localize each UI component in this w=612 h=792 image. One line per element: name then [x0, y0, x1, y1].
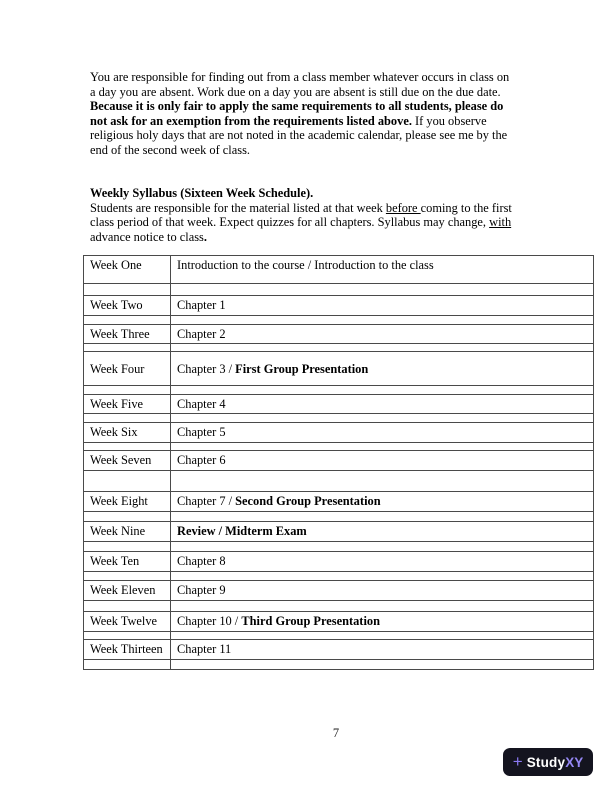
- empty-topic-cell: [171, 572, 594, 581]
- topic-cell: [171, 581, 594, 601]
- table-row-week-two: [84, 296, 594, 316]
- syllabus-underline-before: before: [385, 200, 421, 215]
- empty-week-cell: [84, 572, 171, 581]
- week-cell: Week Six: [84, 423, 171, 443]
- table-row-week-one: [84, 256, 594, 284]
- topic-text: Chapter 1: [177, 298, 226, 312]
- empty-week-cell: [84, 542, 171, 552]
- topic-text: Chapter 6: [177, 453, 226, 467]
- week-cell: Week One: [84, 256, 171, 284]
- logo-study-text: Study: [526, 754, 566, 770]
- empty-topic-cell: [171, 386, 594, 395]
- topic-text: Chapter 8: [177, 554, 226, 568]
- table-spacer-row: [84, 572, 594, 581]
- syllabus-intro-text: Students are responsible for the material listed at that week: [90, 200, 386, 215]
- table-row-week-four: [84, 352, 594, 386]
- table-row-week-six: [84, 423, 594, 443]
- week-cell: Week Eight: [84, 492, 171, 512]
- page-number: 7: [332, 726, 340, 740]
- table-spacer-row: [84, 443, 594, 451]
- empty-week-cell: [84, 512, 171, 522]
- table-row-week-ten: [84, 552, 594, 572]
- week-cell: Week Twelve: [84, 612, 171, 632]
- week-cell: Week Eleven: [84, 581, 171, 601]
- table-row-week-seven: [84, 451, 594, 471]
- empty-week-cell: [84, 601, 171, 612]
- absence-policy-tail-text: If you observe religious holy days that are not noted in the academic calendar, please see me by the end of the second week of class.: [90, 113, 508, 157]
- table-spacer-row: [84, 512, 594, 522]
- empty-week-cell: [84, 471, 171, 492]
- absence-policy-bold-text: Because it is only fair to apply the same requirements to all students, please do not ask for an exemption from the requirements listed above.: [90, 99, 504, 128]
- week-cell: Week Two: [84, 296, 171, 316]
- table-spacer-row: [84, 471, 594, 492]
- topic-text: Chapter 4: [177, 397, 226, 411]
- topic-cell: [171, 640, 594, 660]
- empty-topic-cell: [171, 542, 594, 552]
- empty-topic-cell: [171, 471, 594, 492]
- empty-topic-cell: [171, 316, 594, 325]
- empty-week-cell: [84, 660, 171, 670]
- topic-cell: [171, 552, 594, 572]
- table-spacer-row: [84, 414, 594, 423]
- empty-week-cell: [84, 316, 171, 325]
- syllabus-intro-paragraph: [90, 201, 520, 245]
- week-cell: Week Thirteen: [84, 640, 171, 660]
- topic-bold-text: Second Group Presentation: [235, 494, 381, 508]
- table-spacer-row: [84, 660, 594, 670]
- week-cell: Week Ten: [84, 552, 171, 572]
- topic-text: Chapter 5: [177, 425, 226, 439]
- absence-policy-text: You are responsible for finding out from a class member whatever occurs in class on a day you are absent. Work due on a day you are absent is still due on the due date.: [90, 70, 510, 99]
- topic-bold-text: First Group Presentation: [235, 361, 369, 376]
- topic-text: Introduction to the course / Introduction to the class: [177, 258, 434, 272]
- empty-week-cell: [84, 284, 171, 296]
- absence-policy-paragraph: [90, 70, 517, 158]
- empty-week-cell: [84, 414, 171, 423]
- empty-topic-cell: [171, 414, 594, 423]
- table-row-week-thirteen: [84, 640, 594, 660]
- table-spacer-row: [84, 632, 594, 640]
- table-spacer-row: [84, 344, 594, 352]
- empty-topic-cell: [171, 284, 594, 296]
- topic-text: Chapter 3 /: [177, 361, 236, 376]
- topic-text: Chapter 7 /: [177, 494, 236, 508]
- topic-cell: [171, 423, 594, 443]
- topic-cell: [171, 395, 594, 414]
- topic-cell: [171, 522, 594, 542]
- topic-bold-text: Review / Midterm Exam: [177, 524, 307, 538]
- topic-cell: [171, 492, 594, 512]
- topic-text: Chapter 2: [177, 327, 226, 341]
- empty-topic-cell: [171, 443, 594, 451]
- plus-icon: +: [512, 751, 523, 771]
- week-cell: Week Seven: [84, 451, 171, 471]
- empty-topic-cell: [171, 512, 594, 522]
- table-row-week-five: [84, 395, 594, 414]
- empty-topic-cell: [171, 601, 594, 612]
- topic-text: Chapter 9: [177, 583, 226, 597]
- weekly-schedule-table: [83, 255, 594, 670]
- topic-cell: [171, 256, 594, 284]
- studyxy-logo[interactable]: [503, 748, 593, 776]
- week-cell: Week Three: [84, 325, 171, 344]
- topic-text: Chapter 11: [177, 642, 232, 656]
- empty-week-cell: [84, 386, 171, 395]
- topic-cell: [171, 612, 594, 632]
- empty-week-cell: [84, 443, 171, 451]
- table-row-week-twelve: [84, 612, 594, 632]
- table-spacer-row: [84, 601, 594, 612]
- week-cell: Week Four: [84, 352, 171, 386]
- topic-cell: [171, 352, 594, 386]
- empty-topic-cell: [171, 660, 594, 670]
- empty-topic-cell: [171, 632, 594, 640]
- syllabus-underline-with: with: [489, 215, 512, 230]
- weekly-syllabus-section: [90, 186, 520, 244]
- empty-week-cell: [84, 632, 171, 640]
- topic-text: Chapter 10 /: [177, 614, 242, 628]
- topic-cell: [171, 325, 594, 344]
- syllabus-intro-period: .: [203, 229, 207, 244]
- table-spacer-row: [84, 316, 594, 325]
- table-row-week-three: [84, 325, 594, 344]
- table-spacer-row: [84, 386, 594, 395]
- table-row-week-eleven: [84, 581, 594, 601]
- table-spacer-row: [84, 542, 594, 552]
- topic-cell: [171, 296, 594, 316]
- weekly-syllabus-heading: Weekly Syllabus (Sixteen Week Schedule).: [90, 186, 314, 200]
- topic-cell: [171, 451, 594, 471]
- empty-week-cell: [84, 344, 171, 352]
- table-row-week-nine: [84, 522, 594, 542]
- table-row-week-eight: [84, 492, 594, 512]
- logo-xy-text: XY: [565, 754, 584, 770]
- week-cell: Week Nine: [84, 522, 171, 542]
- syllabus-intro-text-3: advance notice to class: [90, 229, 204, 244]
- topic-bold-text: Third Group Presentation: [241, 614, 380, 628]
- syllabus-intro-text-2: coming to the first class period of that week. Expect quizzes for all chapters. Syllabus may change,: [90, 200, 512, 230]
- table-spacer-row: [84, 284, 594, 296]
- empty-topic-cell: [171, 344, 594, 352]
- week-cell: Week Five: [84, 395, 171, 414]
